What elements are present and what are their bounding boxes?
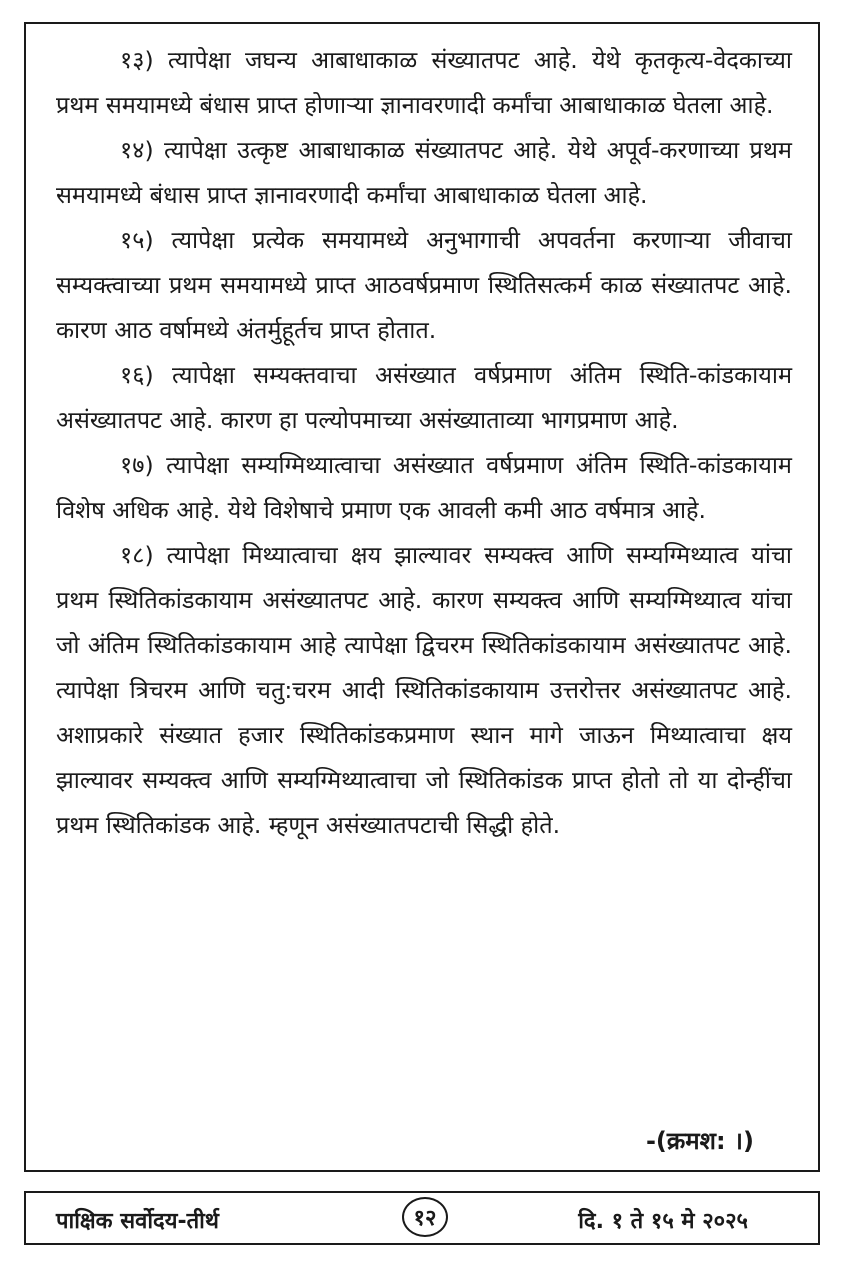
continued-marker: -(क्रमश: ।) <box>645 1127 754 1155</box>
paragraph-17: १७) त्यापेक्षा सम्यग्मिथ्यात्वाचा असंख्यात वर्षप्रमाण अंतिम स्थिति-कांडकायाम विशेष अधिक आहे. येथे विशेषाचे प्रमाण एक आवली कमी आठ वर्षमात्र आहे. <box>56 451 792 524</box>
paragraph-13: १३) त्यापेक्षा जघन्य आबाधाकाळ संख्यातपट आहे. येथे कृतकृत्य-वेदकाच्या प्रथम समयामध्ये बंधास प्राप्त होणाऱ्या ज्ञानावरणादी कर्मांचा आबाधाकाळ घेतला आहे. <box>56 46 792 119</box>
publication-name: पाक्षिक सर्वोदय-तीर्थ <box>56 1209 219 1234</box>
page-number: १२ <box>402 1197 448 1237</box>
page-footer <box>24 1191 820 1245</box>
paragraph-14: १४) त्यापेक्षा उत्कृष्ट आबाधाकाळ संख्यातपट आहे. येथे अपूर्व-करणाच्या प्रथम समयामध्ये बंधास प्राप्त ज्ञानावरणादी कर्मांचा आबाधाकाळ घेतला आहे. <box>56 136 792 209</box>
paragraph-16: १६) त्यापेक्षा सम्यक्तवाचा असंख्यात वर्षप्रमाण अंतिम स्थिति-कांडकायाम असंख्यातपट आहे. कारण हा पल्योपमाच्या असंख्याताव्या भागप्रमाण आहे. <box>56 361 792 434</box>
article-frame <box>24 22 820 1172</box>
paragraph-18: १८) त्यापेक्षा मिथ्यात्वाचा क्षय झाल्यावर सम्यक्त्व आणि सम्यग्मिथ्यात्व यांचा प्रथम स्थितिकांडकायाम असंख्यातपट आहे. कारण सम्यक्त्व आणि सम्यग्मिथ्यात्व यांचा जो अंतिम स्थितिकांडकायाम आहे त्यापेक्षा द्विचरम स्थितिकांडकायाम असंख्यातपट आहे. त्यापेक्षा त्रिचरम आणि चतु:चरम आदी स्थितिकांडकायाम उत्तरोत्तर असंख्यातपट आहे. अशाप्रकारे संख्यात हजार स्थितिकांडकप्रमाण स्थान मागे जाऊन मिथ्यात्वाचा क्षय झाल्यावर सम्यक्त्व आणि सम्यग्मिथ्यात्वाचा जो स्थितिकांडक प्राप्त होतो तो या दोन्हींचा प्रथम स्थितिकांडक आहे. म्हणून असंख्यातपटाची सिद्धी होते. <box>56 541 792 839</box>
paragraph-15: १५) त्यापेक्षा प्रत्येक समयामध्ये अनुभागाची अपवर्तना करणाऱ्या जीवाचा सम्यक्त्वाच्या प्रथम समयामध्ये प्राप्त आठवर्षप्रमाण स्थितिसत्कर्म काळ संख्यातपट आहे. कारण आठ वर्षामध्ये अंतर्मुहूर्तच प्राप्त होतात. <box>56 226 792 344</box>
issue-date: दि. १ ते १५ मे २०२५ <box>578 1209 748 1234</box>
article-body <box>56 38 792 848</box>
